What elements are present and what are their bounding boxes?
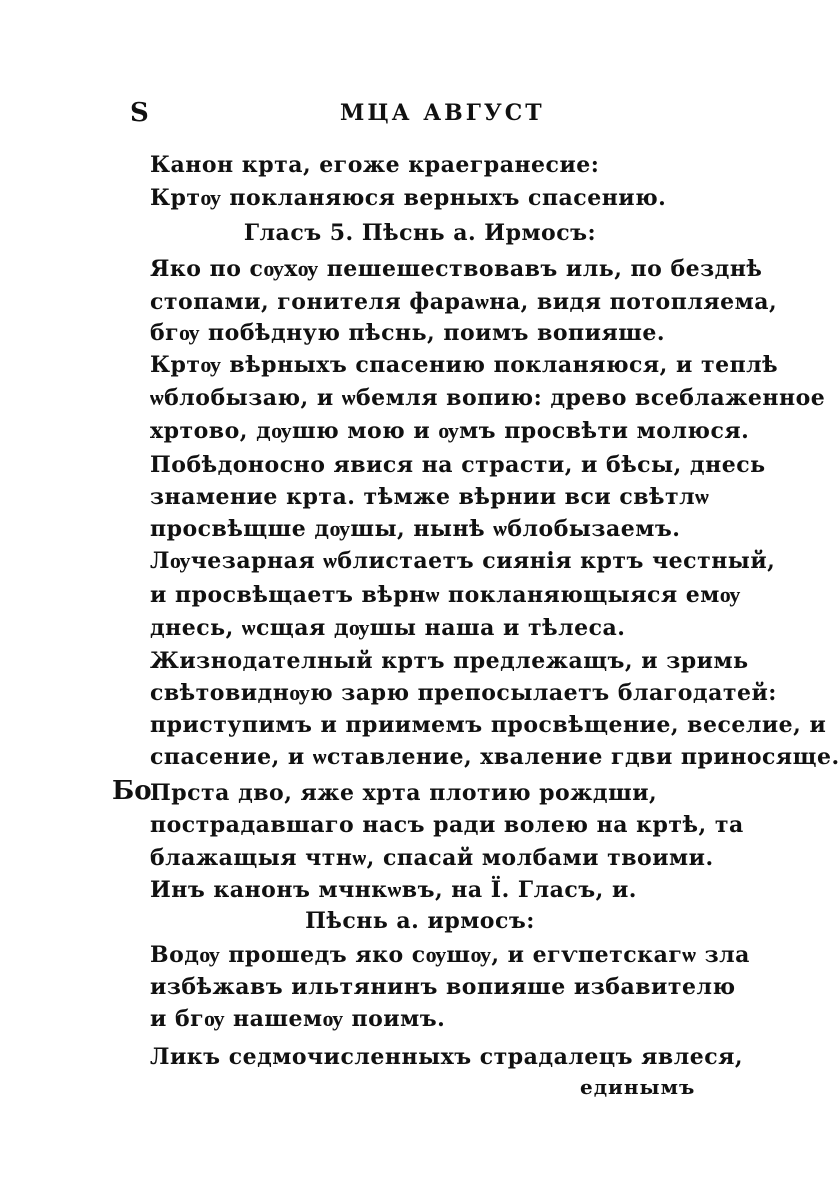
- text-line: Инъ канонъ мчнкѡвъ, на Ї. Гласъ, и.: [150, 877, 637, 903]
- text-line: и бгѹ нашемѹ поимъ.: [150, 1006, 446, 1032]
- text-line: Жизнодателный кртъ предлежащъ, и зримь: [150, 648, 749, 674]
- text-line: ѡблобызаю, и ѡбемля вопию: древо всеблаженное: [150, 385, 826, 411]
- text-line-heading: Гласъ 5. Пѣснь а. Ирмосъ:: [243, 220, 597, 246]
- text-line: Лѹчезарная ѡблистаетъ сиянія кртъ честный,: [150, 548, 776, 574]
- text-line-heading: Пѣснь а. ирмосъ:: [305, 908, 535, 934]
- folio-number: Ѕ: [130, 98, 150, 128]
- text-line: Кртѹ вѣрныхъ спасению покланяюся, и теплѣ: [150, 352, 779, 378]
- text-line: знамение крта. тѣмже вѣрнии вси свѣтлѡ: [150, 484, 710, 510]
- text-line: свѣтовиднѹю зарю препосылаетъ благодатей:: [150, 680, 777, 706]
- text-line: и просвѣщаетъ вѣрнѡ покланяющыяся емѹ: [150, 582, 741, 608]
- text-line: Побѣдоносно явися на страсти, и бѣсы, днесь: [150, 452, 766, 478]
- margin-note: Бо: [112, 776, 152, 806]
- text-line: избѣжавъ ильтянинъ вопияше избавителю: [150, 974, 736, 1000]
- text-line: днесь, ѡсщая дѹшы наша и тѣлеса.: [150, 615, 626, 641]
- text-line: пострадавшаго насъ ради волею на кртѣ, та: [150, 812, 744, 838]
- text-line: хртово, дѹшю мою и ѹмъ просвѣти молюся.: [150, 418, 750, 444]
- text-line: стопами, гонителя фараѡна, видя потопляема,: [150, 289, 778, 315]
- text-line: Канон крта, егоже краегранесие:: [150, 152, 600, 178]
- text-line: бгѹ побѣдную пѣснь, поимъ вопияше.: [150, 320, 666, 346]
- text-line: просвѣщше дѹшы, нынѣ ѡблобызаемъ.: [150, 516, 681, 542]
- text-line: спасение, и ѡставление, хваление гдви приносяще.: [150, 744, 840, 770]
- text-line: приступимъ и приимемъ просвѣщение, веселие, и: [150, 712, 827, 738]
- catchword: единымъ: [580, 1075, 696, 1099]
- text-line: Яко по сѹхѹ пешешествовавъ иль, по безднѣ: [150, 256, 763, 282]
- running-head: МЦА АВГУСТ: [340, 100, 545, 126]
- text-line: Ликъ седмочисленныхъ страдалецъ явлеся,: [150, 1044, 744, 1070]
- text-line: Водѹ прошедъ яко сѹшѹ, и егѵпетскагѡ зла: [150, 942, 750, 968]
- text-line: Прста дво, яже хрта плотию рождши,: [150, 780, 658, 806]
- text-line: Кртѹ покланяюся верныхъ спасению.: [150, 185, 667, 211]
- text-line: блажащыя чтнѡ, спасай молбами твоими.: [150, 845, 714, 871]
